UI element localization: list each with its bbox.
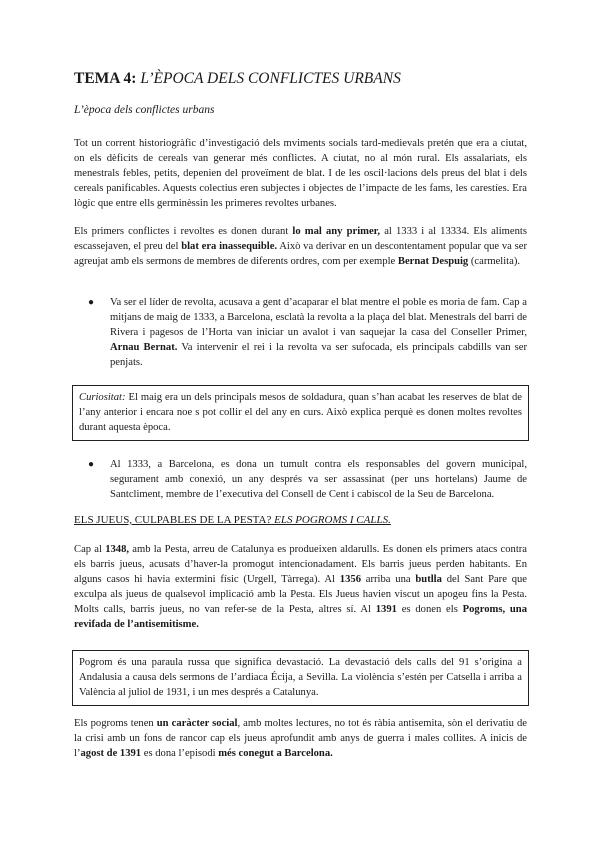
bullet-marker: ●	[88, 459, 95, 470]
page-title	[74, 70, 401, 88]
title-text: L’ÈPOCA DELS CONFLICTES URBANS	[140, 70, 401, 87]
bullet-marker: ●	[88, 297, 95, 308]
paragraph-plague: Cap al 1348, amb la Pesta, arreu de Catalunya es produeixen aldarulls. Es donen els primers atacs contra els barris jueus, acusats d’haver-la promogut intencionadament. Els barris jueus perden habitants. En alguns casos hi havia extermini físic (Urgell, Tàrrega). Al 1356 arriba una butlla del Sant Pare que exculpa als jueus de qualsevol implicació amb la Pesta. Els Jueus havien viscut un apogeu fins la Pesta. Molts calls, barris jueus, no van refer-se de la Pesta, altres sí. Al 1391 es donen els Pogroms, una revifada de l’antisemitisme.	[74, 544, 528, 630]
curiosity-label: Curiositat:	[79, 392, 126, 403]
paragraph-first-conflicts: Els primers conflictes i revoltes es donen durant lo mal any primer, al 1333 i al 13334. Els aliments escassejaven, el preu del blat era inassequible. Això va derivar en un descontentament popular que va ser agreujat amb els sermons de membres de diferents ordres, com per exemple Bernat Despuig (carmelita).	[74, 226, 527, 267]
pogrom-definition-box: Pogrom és una paraula russa que significa devastació. La devastació dels calls del 91 s’origina a Andalusia a causa dels sermons de l’ardiaca Écija, a Sevilla. La violència s’estén per Catsella i arriba a València al juliol de 1931, i un mes després a Catalunya.	[72, 650, 529, 706]
paragraph-pogroms: Els pogroms tenen un caràcter social, amb moltes lectures, no tot és ràbia antisemita, sòn el derivatiu de la crisi amb un fons de rancor cap els jueus aprofundit amb anys de guerra i males collites. A inicis de l’agost de 1391 es dona l’episodi més conegut a Barcelona.	[74, 718, 527, 759]
curiosity-box: Curiositat: El maig era un dels principals mesos de soldadura, quan s’han acabat les reserves de blat de l’any anterior i encara noe s pot collir el del any en curs. Això explica perquè es donen moltes revoltes durant aquesta època.	[72, 385, 529, 441]
bullet-item-revolt: Va ser el líder de revolta, acusava a gent d’acaparar el blat mentre el poble es moria de fam. Cap a mitjans de maig de 1333, a Barcelona, esclatà la revolta a la plaça del blat. Menestrals del barri de Rivera i pagesos de l’Horta van iniciar un avalot i van saquejar la casa del Conseller Primer, Arnau Bernat. Va intervenir el rei i la revolta va ser sufocada, els principals cabdills van ser penjats.	[110, 297, 527, 368]
section-subtitle: L’època dels conflictes urbans	[74, 104, 215, 116]
title-label: TEMA 4:	[74, 70, 137, 87]
bullet-item-tumult: Al 1333, a Barcelona, es dona un tumult contra els responsables del govern municipal, segurament amb conexió, un any després va ser assassinat (per uns hortelans) Jaume de Santcliment, membre de l’executiva del Consell de Cent i cabiscol de la Seu de Barcelona.	[110, 459, 527, 500]
intro-paragraph: Tot un corrent historiogràfic d’investigació dels mviments socials tard-medievals pretén que era a ciutat, on els dèficits de cereals van generar més conflictes. A ciutat, no al món rural. Els assalariats, els menestrals febles, petits, depenien del proveïment de blat. I de les oscil·lacions dels preus del blat i dels cereals panificables. Aquests colectius eren subjectes i objectes de l’impacte de les fams, les carestíes. Era lògic que entre ells germinèssin les primeres revoltes urbanes.	[74, 138, 527, 209]
section-heading-jews: ELS JUEUS, CULPABLES DE LA PESTA? ELS POGROMS I CALLS.	[74, 514, 391, 526]
